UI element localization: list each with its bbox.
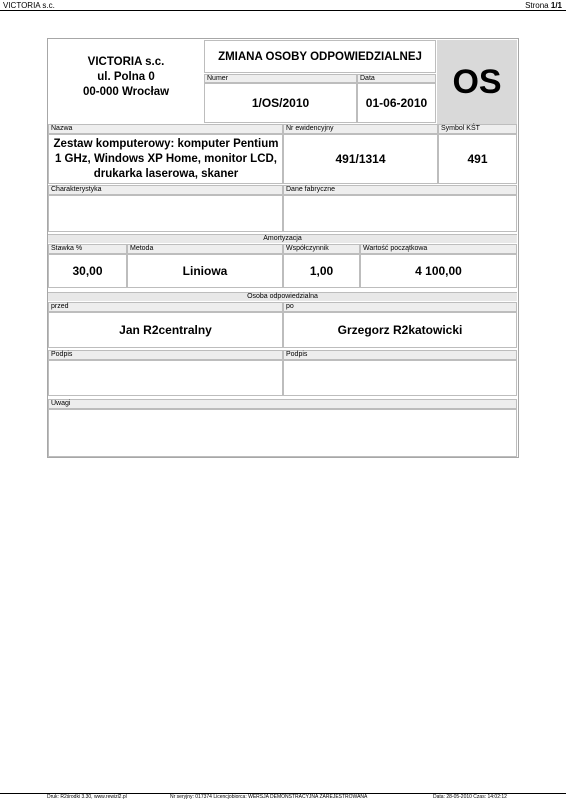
characteristics-cell <box>48 195 283 232</box>
coefficient-cell <box>283 254 360 288</box>
company-name: VICTORIA s.c. <box>87 56 165 68</box>
footer-license-info: Nr seryjny: 017374 Licencjobiorca: WERSJA DEMONSTRACYJNA ZAREJESTROWANA <box>170 794 368 800</box>
initial-value-label: Wartość początkowa <box>363 245 428 252</box>
depreciation-method: Liniowa <box>182 264 228 278</box>
after-label-cell <box>283 302 517 312</box>
factory-cell <box>283 195 517 232</box>
footer-print-info: Druk: R2środki 3.30, www.rewizl2.pl <box>47 794 127 800</box>
signature-left-cell <box>48 360 283 396</box>
method-label-cell <box>127 244 283 254</box>
signature-left-label-cell <box>48 350 283 360</box>
header-company: VICTORIA s.c. <box>3 1 55 10</box>
responsible-section-header: Osoba odpowiedzialna <box>48 292 517 301</box>
asset-name-line2: 1 GHz, Windows XP Home, monitor LCD, <box>54 153 278 165</box>
rate-label: Stawka % <box>51 245 83 252</box>
number-label-cell <box>204 74 357 83</box>
signature-right-label-cell <box>283 350 517 360</box>
name-label-cell <box>48 124 283 134</box>
initial-value: 4 100,00 <box>415 264 462 278</box>
depreciation-coefficient: 1,00 <box>309 264 334 278</box>
inventory-label-cell <box>283 124 438 134</box>
inventory-cell <box>283 134 438 184</box>
method-label: Metoda <box>130 245 154 252</box>
remarks-label-cell <box>48 399 517 409</box>
before-cell <box>48 312 283 348</box>
header-page-info <box>525 1 562 10</box>
initial-value-label-cell <box>360 244 517 254</box>
page-label: Strona <box>525 1 549 10</box>
signature-right-label: Podpis <box>286 351 308 358</box>
depreciation-rate: 30,00 <box>72 264 103 278</box>
number-label: Numer <box>207 75 229 82</box>
characteristics-label: Charakterystyka <box>51 186 102 193</box>
depreciation-section-header: Amortyzacja <box>48 234 517 243</box>
company-street: ul. Polna 0 <box>97 71 155 83</box>
factory-label-cell <box>283 185 517 195</box>
header-rule <box>0 10 566 11</box>
document-title: ZMIANA OSOBY ODPOWIEDZIALNEJ <box>204 40 436 73</box>
signature-left-label: Podpis <box>51 351 73 358</box>
company-city: 00-000 Wrocław <box>82 86 170 98</box>
rate-label-cell <box>48 244 127 254</box>
coefficient-label-cell <box>283 244 360 254</box>
date-cell <box>357 83 436 123</box>
method-cell <box>127 254 283 288</box>
responsible-before: Jan R2centralny <box>119 323 212 337</box>
kst-symbol: 491 <box>467 152 488 166</box>
signature-right-cell <box>283 360 517 396</box>
date-label-cell <box>357 74 436 83</box>
kst-label: Symbol KŚT <box>441 125 480 132</box>
company-block <box>48 55 204 100</box>
document-type-code: OS <box>437 40 517 124</box>
kst-label-cell <box>438 124 517 134</box>
document-number: 1/OS/2010 <box>251 96 310 110</box>
name-label: Nazwa <box>51 125 73 132</box>
footer-timestamp: Data: 28-05-2010 Czas: 14:02:12 <box>433 794 507 800</box>
before-label-cell <box>48 302 283 312</box>
rate-cell <box>48 254 127 288</box>
coefficient-label: Współczynnik <box>286 245 329 252</box>
inventory-label: Nr ewidencyjny <box>286 125 334 132</box>
number-cell <box>204 83 357 123</box>
page-number: 1/1 <box>550 1 562 10</box>
asset-name-line3: drukarka laserowa, skaner <box>93 168 239 180</box>
factory-label: Dane fabryczne <box>286 186 336 193</box>
before-label: przed <box>51 303 69 310</box>
inventory-number: 491/1314 <box>335 152 386 166</box>
asset-name <box>50 137 282 182</box>
after-cell <box>283 312 517 348</box>
remarks-cell <box>48 409 517 457</box>
document-date: 01-06-2010 <box>365 96 428 110</box>
responsible-after: Grzegorz R2katowicki <box>337 323 463 337</box>
after-label: po <box>286 303 294 310</box>
asset-name-line1: Zestaw komputerowy: komputer Pentium <box>53 138 279 150</box>
characteristics-label-cell <box>48 185 283 195</box>
remarks-label: Uwagi <box>51 400 71 407</box>
initial-value-cell <box>360 254 517 288</box>
kst-cell <box>438 134 517 184</box>
date-label: Data <box>360 75 375 82</box>
